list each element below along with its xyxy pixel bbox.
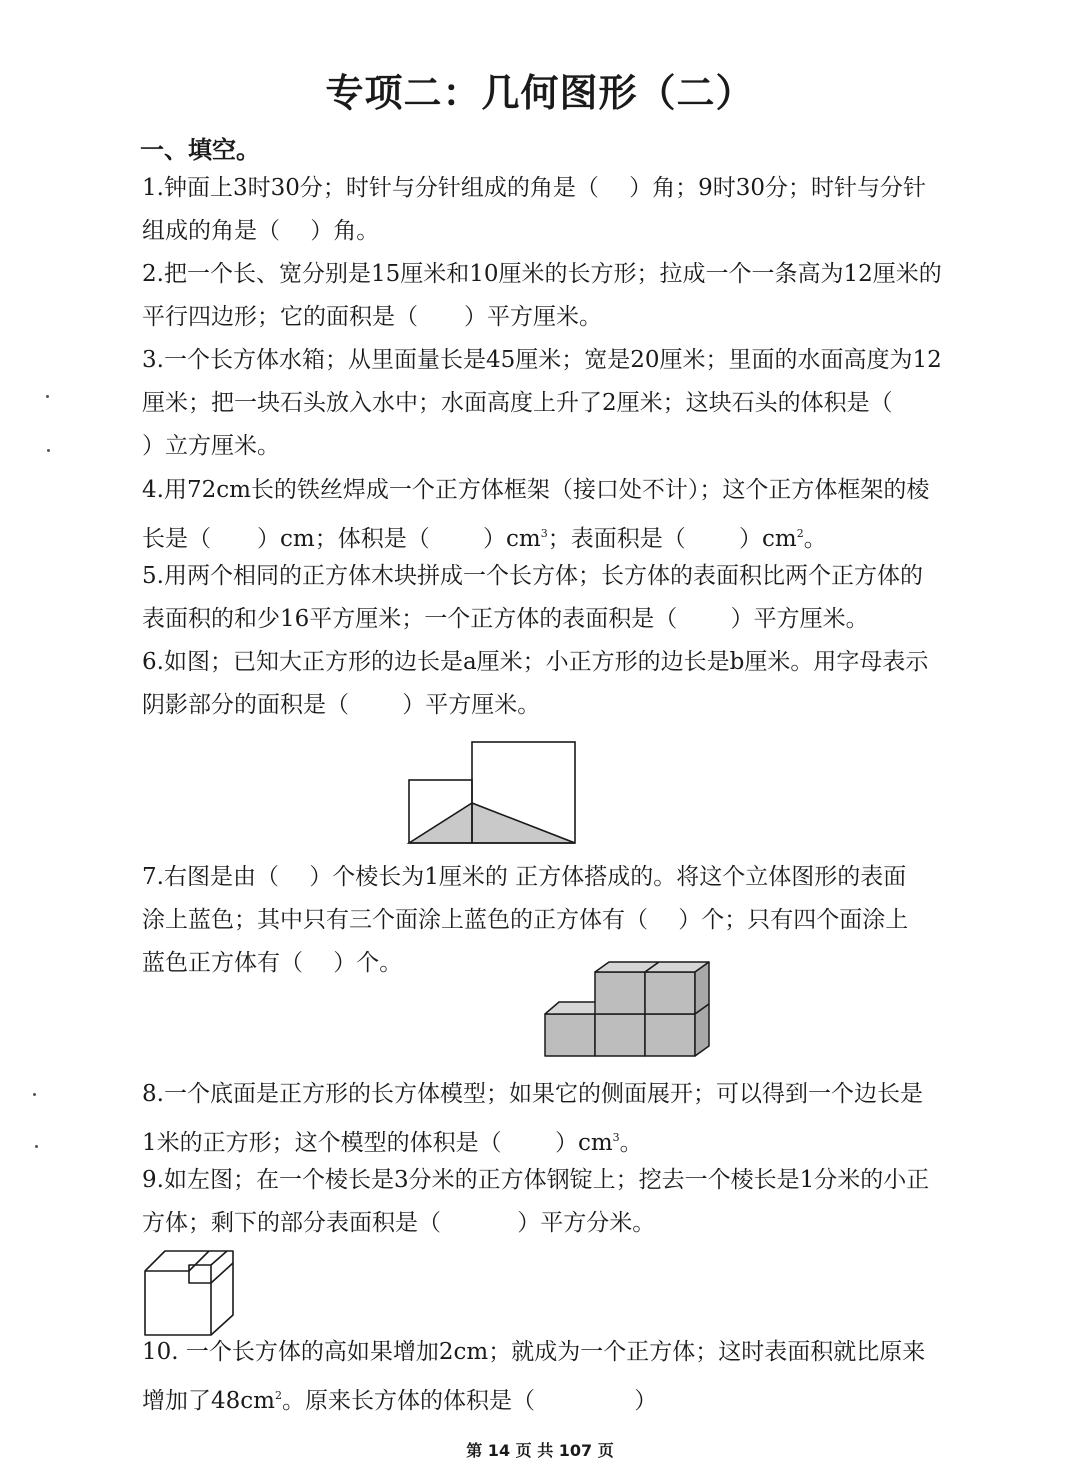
square-superscript: 2: [796, 527, 804, 540]
question-4-line-1: 4.用72cm长的铁丝焊成一个正方体框架（接口处不计）；这个正方体框架的棱: [142, 477, 930, 503]
cubic-superscript: 3: [612, 1131, 620, 1144]
squares-shaded-triangle-figure: [405, 740, 579, 846]
question-4: [142, 469, 1004, 561]
notched-cube-top-back: [145, 1251, 233, 1335]
question-2: [142, 253, 1004, 339]
question-4-line-2: [142, 512, 1004, 561]
question-6-line-1: 6.如图；已知大正方形的边长是a厘米；小正方形的边长是b厘米。用字母表示: [142, 649, 929, 675]
question-9-line-2: 方体；剩下的部分表面积是（ ）平方分米。: [142, 1210, 656, 1236]
question-10-text-b: 。原来长方体的体积是（ ）: [281, 1388, 658, 1414]
question-1-line-1: 1.钟面上3时30分；时针与分针组成的角是（ ）角；9时30分；时针与分针: [142, 175, 927, 201]
shaded-triangle: [409, 803, 575, 843]
scan-speck: [46, 395, 49, 398]
notched-cube-front: [145, 1271, 211, 1335]
notch-inner-side: [211, 1251, 233, 1283]
notched-cube-figure: [141, 1245, 237, 1339]
question-5-line-2: 表面积的和少16平方厘米；一个正方体的表面积是（ ）平方厘米。: [142, 606, 869, 632]
page-footer: 第 14 页 共 107 页: [466, 1441, 614, 1460]
scan-speck: [47, 449, 50, 452]
question-10-line-1: 10. 一个长方体的高如果增加2cm；就成为一个正方体；这时表面积就比原来: [142, 1339, 926, 1365]
question-8-line-2: [142, 1116, 1004, 1165]
question-5-line-1: 5.用两个相同的正方体木块拼成一个长方体；长方体的表面积比两个正方体的: [142, 563, 923, 589]
question-3-line-1: 3.一个长方体水箱；从里面量长是45厘米；宽是20厘米；里面的水面高度为12: [142, 347, 942, 373]
cube-front-bottom-3: [645, 1014, 695, 1056]
section-heading: 一、填空。: [140, 136, 260, 164]
cubic-superscript: 3: [540, 527, 548, 540]
square-superscript: 2: [274, 1389, 282, 1402]
notch-top-edges: [189, 1251, 209, 1271]
question-8-text-b: 。: [619, 1130, 643, 1156]
question-10: [142, 1331, 1004, 1423]
question-4-text-c: 。: [803, 526, 827, 552]
question-7-line-2: 涂上蓝色；其中只有三个面涂上蓝色的正方体有（ ）个；只有四个面涂上: [142, 907, 909, 933]
stacked-cubes-figure: [543, 960, 719, 1060]
question-10-line-2: [142, 1374, 1004, 1423]
cube-side-bottom: [695, 1004, 709, 1056]
question-3-line-3: ）立方厘米。: [142, 433, 280, 459]
question-5: [142, 555, 1004, 641]
scan-speck: [35, 1145, 38, 1148]
question-2-line-2: 平行四边形；它的面积是（ ）平方厘米。: [142, 304, 602, 330]
question-7-line-1: 7.右图是由（ ）个棱长为1厘米的 正方体搭成的。将这个立体图形的表面: [142, 864, 907, 890]
question-6-line-2: 阴影部分的面积是（ ）平方厘米。: [142, 692, 541, 718]
cube-front-bottom-2: [595, 1014, 645, 1056]
cube-front-bottom-1: [545, 1014, 595, 1056]
question-4-text-a: 长是（ ）cm；体积是（ ）cm: [142, 526, 541, 552]
cube-front-top-1: [595, 972, 645, 1014]
question-1: [142, 167, 1004, 253]
question-8-text-a: 1米的正方形；这个模型的体积是（ ）cm: [142, 1130, 613, 1156]
question-1-line-2: 组成的角是（ ）角。: [142, 218, 380, 244]
question-4-text-b: ；表面积是（ ）cm: [547, 526, 797, 552]
cube-front-top-2: [645, 972, 695, 1014]
question-6: [142, 641, 1004, 727]
question-8-line-1: 8.一个底面是正方形的长方体模型；如果它的侧面展开；可以得到一个边长是: [142, 1081, 923, 1107]
question-3-line-2: 厘米；把一块石头放入水中；水面高度上升了2厘米；这块石头的体积是（: [142, 390, 893, 416]
question-7-line-3: 蓝色正方体有（ ）个。: [142, 950, 403, 976]
question-9-line-1: 9.如左图；在一个棱长是3分米的正方体钢锭上；挖去一个棱长是1分米的小正: [142, 1167, 930, 1193]
question-3: [142, 339, 1004, 468]
page-title: 专项二：几何图形（二）: [325, 71, 755, 115]
question-9: [142, 1159, 1004, 1245]
question-2-line-1: 2.把一个长、宽分别是15厘米和10厘米的长方形；拉成一个一条高为12厘米的: [142, 261, 942, 287]
question-8: [142, 1073, 1004, 1165]
question-10-text-a: 增加了48cm: [142, 1388, 275, 1414]
scan-speck: [33, 1093, 36, 1096]
